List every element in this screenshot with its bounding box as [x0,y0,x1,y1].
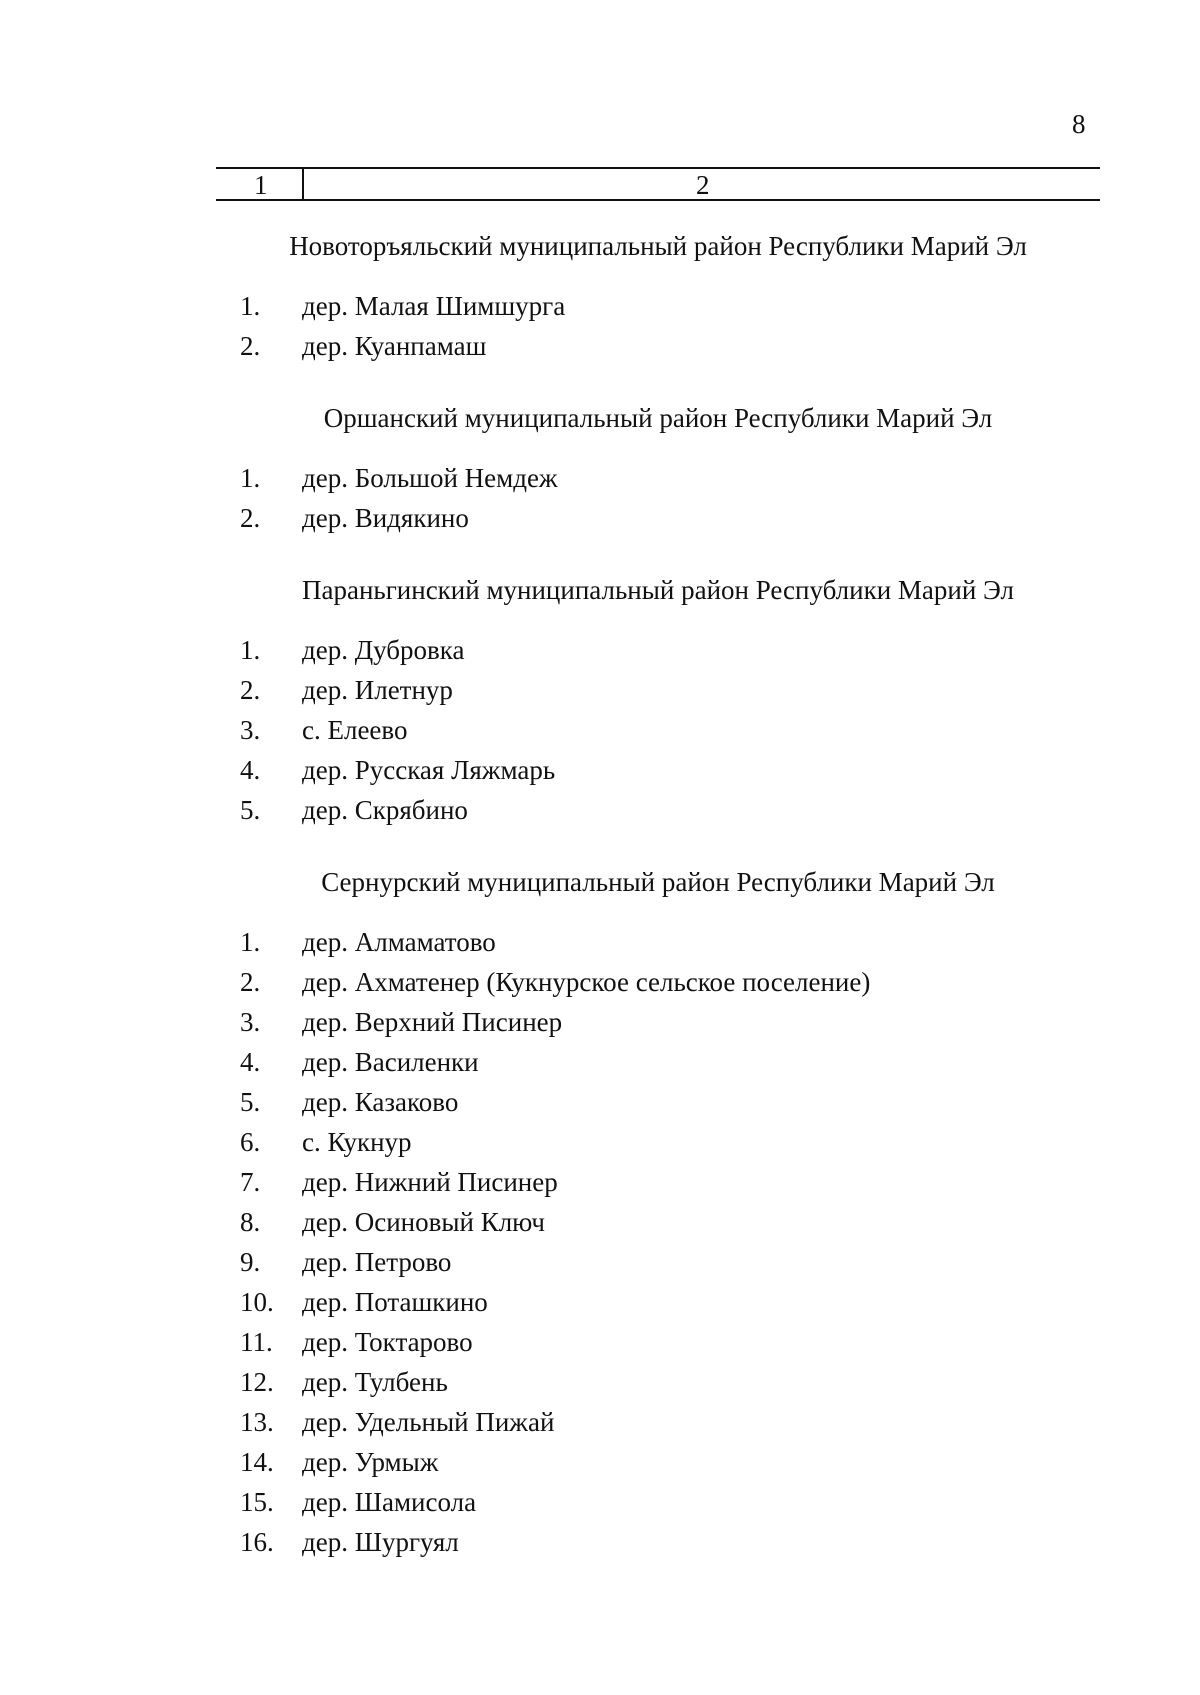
list-item [0,458,1200,498]
table-column-header [216,167,1100,201]
district-section-sernur [0,862,1200,1562]
page-number: 8 [1072,109,1086,139]
district-section-orsha [0,398,1200,538]
item-number: 8. [240,1207,261,1237]
list-item [0,790,1200,830]
list-item [0,1242,1200,1282]
item-text: дер. Куанпамаш [302,331,487,361]
section-title: Сернурский муниципальный район Республики Марий Эл [321,867,995,897]
item-text: дер. Нижний Писинер [302,1167,558,1197]
list-item [0,710,1200,750]
list-item [0,1402,1200,1442]
item-number: 1. [240,927,261,957]
list-item [0,1522,1200,1562]
list-item [0,670,1200,710]
item-number: 13. [240,1407,274,1437]
item-number: 3. [240,715,261,745]
item-number: 1. [240,463,261,493]
item-text: дер. Верхний Писинер [302,1007,563,1037]
settlement-list [0,458,1200,538]
item-number: 2. [240,331,261,361]
district-section-novotoryal [0,226,1200,366]
item-number: 5. [240,1087,261,1117]
list-item [0,1202,1200,1242]
item-text: дер. Илетнур [302,675,453,705]
item-number: 1. [240,291,261,321]
district-section-paranga [0,570,1200,830]
settlement-list [0,286,1200,366]
item-number: 5. [240,795,261,825]
item-text: дер. Русская Ляжмарь [302,755,556,785]
settlement-list [0,922,1200,1562]
item-number: 10. [240,1287,274,1317]
item-text: дер. Поташкино [302,1287,488,1317]
list-item [0,498,1200,538]
list-item [0,1042,1200,1082]
item-text: дер. Тулбень [302,1367,448,1397]
item-text: с. Елеево [302,715,408,745]
list-item [0,1082,1200,1122]
item-text: дер. Малая Шимшурга [302,291,566,321]
list-item [0,1322,1200,1362]
item-text: дер. Казаково [302,1087,459,1117]
list-item [0,750,1200,790]
item-text: дер. Скрябино [302,795,468,825]
item-number: 9. [240,1247,261,1277]
section-title: Новоторъяльский муниципальный район Республики Марий Эл [289,231,1027,261]
item-text: дер. Дубровка [302,635,465,665]
list-item [0,286,1200,326]
column-1-label: 1 [254,170,268,200]
item-number: 2. [240,675,261,705]
item-number: 4. [240,755,261,785]
list-item [0,1482,1200,1522]
list-item [0,962,1200,1002]
item-number: 4. [240,1047,261,1077]
item-number: 3. [240,1007,261,1037]
item-number: 11. [240,1327,273,1357]
item-text: дер. Шургуял [302,1527,459,1557]
column-2-label: 2 [696,170,710,200]
item-text: дер. Петрово [302,1247,452,1277]
item-text: дер. Токтарово [302,1327,473,1357]
list-item [0,1362,1200,1402]
item-number: 15. [240,1487,274,1517]
item-number: 1. [240,635,261,665]
item-number: 2. [240,967,261,997]
item-number: 12. [240,1367,274,1397]
list-item [0,1162,1200,1202]
item-number: 16. [240,1527,274,1557]
item-number: 14. [240,1447,274,1477]
settlement-list [0,630,1200,830]
list-item [0,326,1200,366]
section-title: Параньгинский муниципальный район Республики Марий Эл [302,575,1014,605]
item-number: 2. [240,503,261,533]
item-number: 6. [240,1127,261,1157]
item-text: дер. Шамисола [302,1487,477,1517]
item-text: дер. Урмыж [302,1447,439,1477]
item-number: 7. [240,1167,261,1197]
item-text: дер. Удельный Пижай [302,1407,555,1437]
list-item [0,1282,1200,1322]
list-item [0,1122,1200,1162]
item-text: дер. Василенки [302,1047,479,1077]
list-item [0,630,1200,670]
column-divider [302,169,304,199]
section-title: Оршанский муниципальный район Республики Марий Эл [323,403,993,433]
item-text: дер. Алмаматово [302,927,496,957]
document-body [0,226,1200,1594]
item-text: с. Кукнур [302,1127,412,1157]
item-text: дер. Видякино [302,503,469,533]
item-text: дер. Ахматенер (Кукнурское сельское поселение) [302,967,871,997]
list-item [0,1442,1200,1482]
list-item [0,922,1200,962]
item-text: дер. Осиновый Ключ [302,1207,545,1237]
item-text: дер. Большой Немдеж [302,463,558,493]
list-item [0,1002,1200,1042]
